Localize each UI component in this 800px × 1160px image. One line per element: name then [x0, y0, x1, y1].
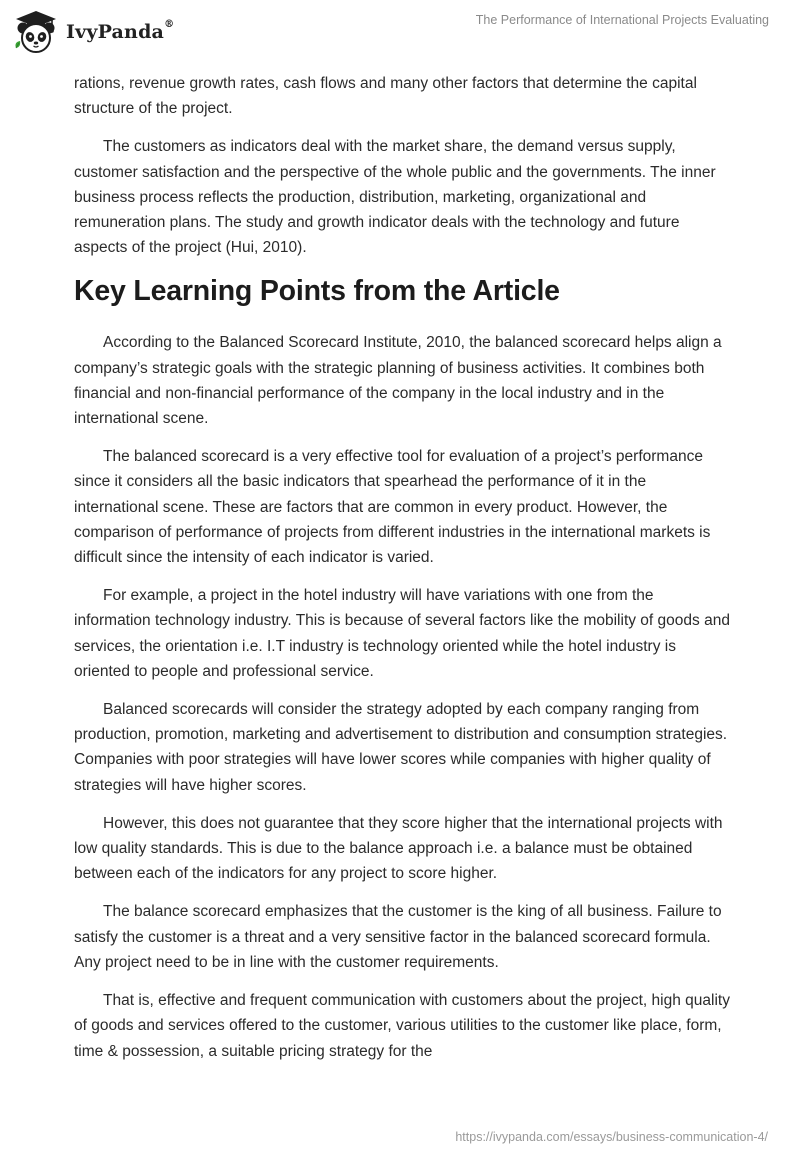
paragraph: According to the Balanced Scorecard Institute, 2010, the balanced scorecard helps align a company’s strategic goals with the strategic planning of business activities. It combines both financial and non-financial performance of the company in the local industry and in the international scene.: [74, 334, 722, 428]
paragraph: The balanced scorecard is a very effective tool for evaluation of a project’s performance since it considers all the basic indicators that spearhead the performance of it in the international scene. These are factors that are common in every product. However, the comparison of performance of projects from different industries in the international markets is difficult since the intensity of each indicator is varied.: [74, 448, 711, 567]
source-url[interactable]: https://ivypanda.com/essays/business-communication-4/: [455, 1130, 768, 1144]
paragraph: The balance scorecard emphasizes that the customer is the king of all business. Failure to satisfy the customer is a threat and a very sensitive factor in the balanced scorecard formula. Any project need to be in line with the customer requirements.: [74, 903, 722, 971]
paragraph: However, this does not guarantee that they score higher that the international projects with low quality standards. This is due to the balance approach i.e. a balance must be obtained between each of the indicators for any project to score higher.: [74, 814, 723, 883]
panda-graduate-icon: [12, 8, 60, 56]
section-heading: Key Learning Points from the Article: [74, 275, 560, 308]
ivypanda-logo[interactable]: [12, 8, 174, 56]
paragraph: The customers as indicators deal with the market share, the demand versus supply, customer satisfaction and the perspective of the whole public and the governments. The inner business process reflects the production, distribution, marketing, organizational and remuneration plans. The study and growth indicator deals with the technology and future aspects of the project (Hui, 2010).: [74, 138, 716, 257]
paragraph: For example, a project in the hotel industry will have variations with one from the information technology industry. This is because of several factors like the mobility of goods and services, the orientation i.e. I.T industry is technology oriented while the hotel industry is oriented to people and professional service.: [74, 587, 730, 680]
article-body: [74, 71, 730, 1077]
brand-name: IvyPanda®: [66, 19, 175, 43]
document-title: The Performance of International Projects Evaluating: [475, 13, 769, 27]
page-header: [0, 0, 800, 70]
paragraph: That is, effective and frequent communication with customers about the project, high quality of goods and services offered to the customer, various utilities to the customer like place, form, time & possession, a suitable pricing strategy for the: [74, 992, 730, 1060]
paragraph-continuation: rations, revenue growth rates, cash flows and many other factors that determine the capital structure of the project.: [74, 75, 697, 118]
paragraph: Balanced scorecards will consider the strategy adopted by each company ranging from production, promotion, marketing and advertisement to distribution and consumption strategies. Companies with poor strategies will have lower scores while companies with higher quality of strategies will have higher scores.: [74, 701, 728, 794]
